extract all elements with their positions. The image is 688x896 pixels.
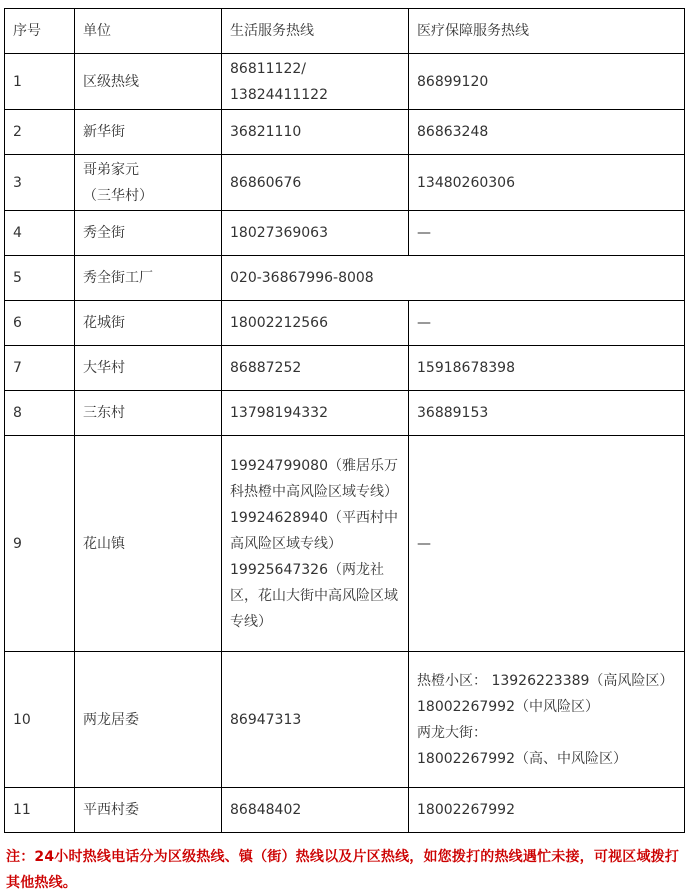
hotline-table bbox=[4, 8, 685, 833]
medical-hotline-cell: — bbox=[409, 436, 685, 652]
row-number: 5 bbox=[5, 256, 75, 301]
unit-cell: 两龙居委 bbox=[75, 652, 222, 788]
header-cell: 单位 bbox=[75, 9, 222, 54]
unit-cell: 平西村委 bbox=[75, 788, 222, 833]
life-hotline-cell: 86848402 bbox=[222, 788, 409, 833]
medical-hotline-cell: 18002267992 bbox=[409, 788, 685, 833]
footnote: 注：24小时热线电话分为区级热线、镇（街）热线以及片区热线，如您拨打的热线遇忙未接，可视区域拨打其他热线。 bbox=[6, 849, 680, 891]
row-number: 10 bbox=[5, 652, 75, 788]
merged-hotline-cell: 020-36867996-8008 bbox=[222, 256, 685, 301]
life-line: 13824411122 bbox=[230, 86, 328, 103]
row-number: 2 bbox=[5, 110, 75, 155]
medical-hotline-cell: — bbox=[409, 211, 685, 256]
table-row bbox=[5, 391, 685, 436]
table-header-row bbox=[5, 9, 685, 54]
medical-hotline-cell: 13480260306 bbox=[409, 155, 685, 211]
header-cell: 生活服务热线 bbox=[222, 9, 409, 54]
table-row bbox=[5, 54, 685, 110]
life-hotline-cell: 86947313 bbox=[222, 652, 409, 788]
row-number: 9 bbox=[5, 436, 75, 652]
life-hotline-cell: 36821110 bbox=[222, 110, 409, 155]
unit-cell: 区级热线 bbox=[75, 54, 222, 110]
medical-hotline-cell: — bbox=[409, 301, 685, 346]
life-hotline-cell: 86860676 bbox=[222, 155, 409, 211]
life-hotline-cell: 86887252 bbox=[222, 346, 409, 391]
table-row bbox=[5, 436, 685, 652]
life-hotline-cell bbox=[222, 436, 409, 652]
row-number: 6 bbox=[5, 301, 75, 346]
life-line: 86811122/ bbox=[230, 60, 306, 77]
unit-cell: 花山镇 bbox=[75, 436, 222, 652]
medical-hotline-cell: 86899120 bbox=[409, 54, 685, 110]
medical-hotline-cell: 36889153 bbox=[409, 391, 685, 436]
row-number: 1 bbox=[5, 54, 75, 110]
medical-line: 18002267992（中风险区） bbox=[417, 698, 599, 715]
row-number: 11 bbox=[5, 788, 75, 833]
unit-cell: 花城街 bbox=[75, 301, 222, 346]
unit-cell: 秀全街工厂 bbox=[75, 256, 222, 301]
unit-cell bbox=[75, 155, 222, 211]
row-number: 8 bbox=[5, 391, 75, 436]
life-hotline-cell bbox=[222, 54, 409, 110]
header-cell: 序号 bbox=[5, 9, 75, 54]
life-hotline-cell: 18027369063 bbox=[222, 211, 409, 256]
table-row bbox=[5, 301, 685, 346]
unit-cell: 三东村 bbox=[75, 391, 222, 436]
unit-cell: 大华村 bbox=[75, 346, 222, 391]
life-line: 19924799080（雅居乐万科热橙中高风险区域专线） bbox=[230, 457, 398, 500]
table-row bbox=[5, 788, 685, 833]
row-number: 7 bbox=[5, 346, 75, 391]
unit-line: 哥弟家元 bbox=[83, 161, 139, 178]
medical-line: 热橙小区： 13926223389（高风险区） bbox=[417, 672, 674, 689]
medical-line: 两龙大街： bbox=[417, 724, 487, 741]
life-line: 19925647326（两龙社区，花山大街中高风险区域专线） bbox=[230, 561, 398, 630]
medical-hotline-cell: 86863248 bbox=[409, 110, 685, 155]
header-cell: 医疗保障服务热线 bbox=[409, 9, 685, 54]
medical-hotline-cell bbox=[409, 652, 685, 788]
table-row bbox=[5, 256, 685, 301]
table-row bbox=[5, 110, 685, 155]
table-row bbox=[5, 652, 685, 788]
table-row bbox=[5, 155, 685, 211]
unit-cell: 新华街 bbox=[75, 110, 222, 155]
unit-line: （三华村） bbox=[83, 187, 153, 204]
life-hotline-cell: 18002212566 bbox=[222, 301, 409, 346]
medical-line: 18002267992（高、中风险区） bbox=[417, 750, 627, 767]
row-number: 4 bbox=[5, 211, 75, 256]
row-number: 3 bbox=[5, 155, 75, 211]
medical-hotline-cell: 15918678398 bbox=[409, 346, 685, 391]
table-row bbox=[5, 346, 685, 391]
table-row bbox=[5, 211, 685, 256]
life-line: 19924628940（平西村中高风险区域专线） bbox=[230, 509, 398, 552]
life-hotline-cell: 13798194332 bbox=[222, 391, 409, 436]
unit-cell: 秀全街 bbox=[75, 211, 222, 256]
